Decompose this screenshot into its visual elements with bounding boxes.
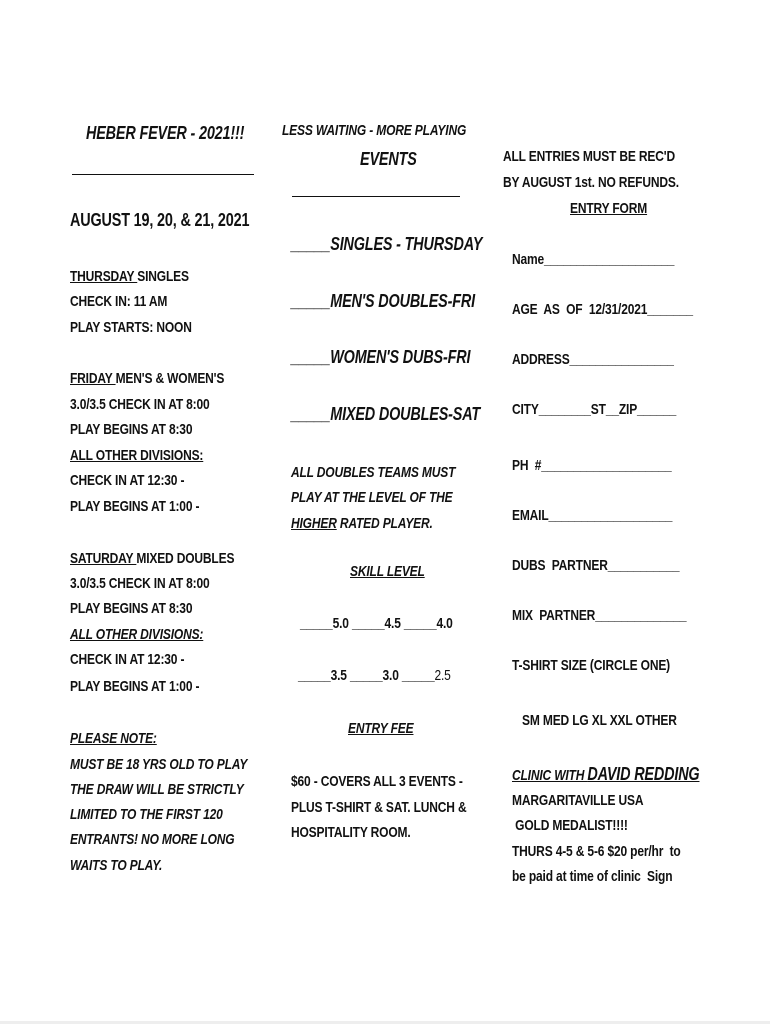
- event-title: HEBER FEVER - 2021!!!: [86, 123, 245, 143]
- age-field[interactable]: AGE AS OF 12/31/2021_______: [512, 301, 693, 318]
- tshirt-size-label: T-SHIRT SIZE (CIRCLE ONE): [512, 657, 671, 674]
- friday-other-divisions: ALL OTHER DIVISIONS:: [70, 447, 204, 464]
- skill-level-row: _____3.5 _____3.0 _____2.5: [298, 667, 451, 684]
- note-line: WAITS TO PLAY.: [70, 857, 163, 874]
- phone-field[interactable]: PH #____________________: [512, 457, 672, 474]
- entry-form-heading: ENTRY FORM: [570, 200, 648, 217]
- thursday-play: PLAY STARTS: NOON: [70, 319, 192, 336]
- friday-play: PLAY BEGINS AT 8:30: [70, 421, 193, 438]
- saturday-play: PLAY BEGINS AT 8:30: [70, 600, 193, 617]
- friday-heading: FRIDAY MEN'S & WOMEN'S: [70, 370, 225, 387]
- entry-fee-heading: ENTRY FEE: [348, 720, 414, 737]
- entry-fee-line: HOSPITALITY ROOM.: [291, 824, 411, 841]
- entry-fee-line: PLUS T-SHIRT & SAT. LUNCH &: [291, 799, 467, 816]
- clinic-line: be paid at time of clinic Sign: [512, 868, 673, 885]
- saturday-heading: SATURDAY MIXED DOUBLES: [70, 550, 235, 567]
- skill-level-heading: SKILL LEVEL: [350, 563, 425, 580]
- doubles-note: HIGHER RATED PLAYER.: [291, 515, 433, 532]
- email-field[interactable]: EMAIL___________________: [512, 507, 673, 524]
- saturday-other-play: PLAY BEGINS AT 1:00 -: [70, 678, 200, 695]
- saturday-other-divisions: ALL OTHER DIVISIONS:: [70, 626, 204, 643]
- doubles-note: PLAY AT THE LEVEL OF THE: [291, 489, 453, 506]
- events-divider: [292, 196, 460, 197]
- deadline-line: BY AUGUST 1st. NO REFUNDS.: [503, 174, 679, 191]
- saturday-other-checkin: CHECK IN AT 12:30 -: [70, 651, 185, 668]
- deadline-line: ALL ENTRIES MUST BE REC'D: [503, 148, 675, 165]
- friday-other-checkin: CHECK IN AT 12:30 -: [70, 472, 185, 489]
- note-line: ENTRANTS! NO MORE LONG: [70, 831, 235, 848]
- tshirt-size-options[interactable]: SM MED LG XL XXL OTHER: [522, 712, 677, 729]
- name-field[interactable]: Name____________________: [512, 251, 675, 268]
- note-line: THE DRAW WILL BE STRICTLY: [70, 781, 244, 798]
- event-option-mixed-doubles: _____MIXED DOUBLES-SAT: [291, 404, 481, 424]
- events-heading: EVENTS: [360, 149, 417, 169]
- clinic-line: THURS 4-5 & 5-6 $20 per/hr to: [512, 843, 681, 860]
- skill-level-row: _____5.0 _____4.5 _____4.0: [300, 615, 453, 632]
- title-divider: [72, 174, 254, 175]
- note-line: MUST BE 18 YRS OLD TO PLAY: [70, 756, 248, 773]
- event-option-mens-doubles: _____MEN'S DOUBLES-FRI: [291, 291, 475, 311]
- thursday-heading: THURSDAY SINGLES: [70, 268, 189, 285]
- clinic-heading: CLINIC WITH DAVID REDDING: [512, 764, 700, 784]
- event-option-singles: _____SINGLES - THURSDAY: [291, 234, 483, 254]
- doubles-note: ALL DOUBLES TEAMS MUST: [291, 464, 456, 481]
- mixed-partner-field[interactable]: MIX PARTNER______________: [512, 607, 687, 624]
- address-field[interactable]: ADDRESS________________: [512, 351, 674, 368]
- event-option-womens-doubles: _____WOMEN'S DUBS-FRI: [291, 347, 471, 367]
- clinic-line: GOLD MEDALIST!!!!: [512, 817, 628, 834]
- tagline: LESS WAITING - MORE PLAYING: [282, 122, 467, 139]
- saturday-checkin: 3.0/3.5 CHECK IN AT 8:00: [70, 575, 210, 592]
- clinic-line: MARGARITAVILLE USA: [512, 792, 644, 809]
- thursday-checkin: CHECK IN: 11 AM: [70, 293, 168, 310]
- event-dates: AUGUST 19, 20, & 21, 2021: [70, 210, 250, 230]
- entry-fee-line: $60 - COVERS ALL 3 EVENTS -: [291, 773, 463, 790]
- friday-checkin: 3.0/3.5 CHECK IN AT 8:00: [70, 396, 210, 413]
- note-line: LIMITED TO THE FIRST 120: [70, 806, 223, 823]
- note-heading: PLEASE NOTE:: [70, 730, 157, 747]
- friday-other-play: PLAY BEGINS AT 1:00 -: [70, 498, 200, 515]
- city-state-zip-field[interactable]: CITY________ST__ZIP______: [512, 401, 677, 418]
- doubles-partner-field[interactable]: DUBS PARTNER___________: [512, 557, 680, 574]
